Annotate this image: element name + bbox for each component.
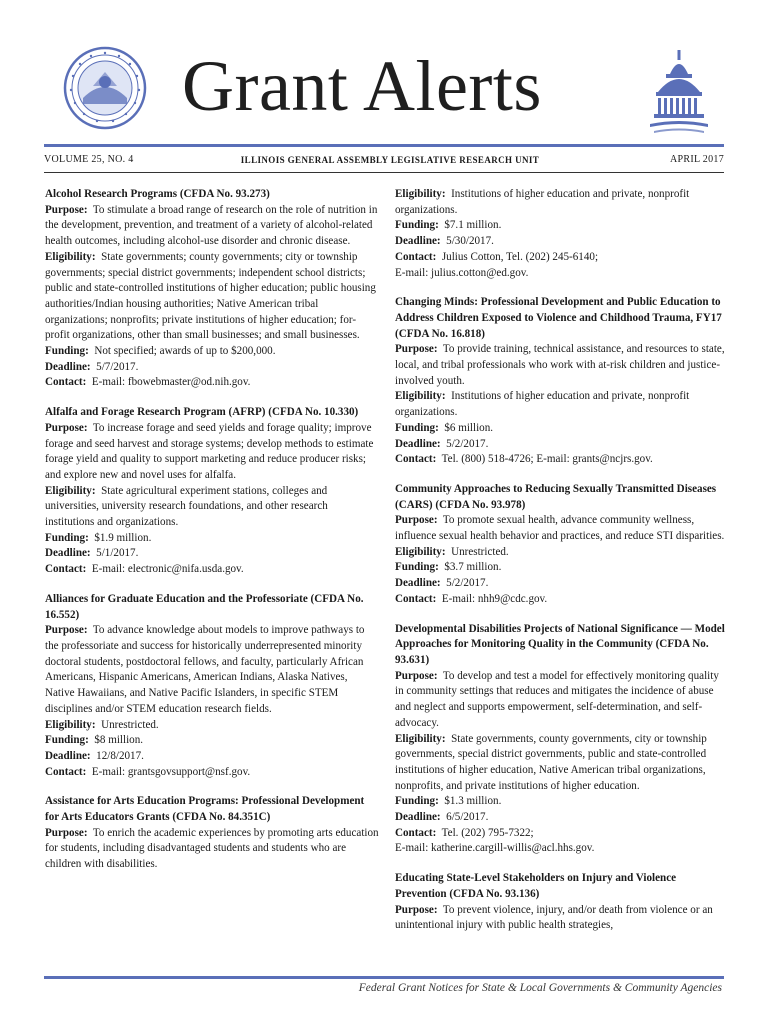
contact-text: Tel. (202) 795-7322; <box>441 826 534 839</box>
eligibility-label: Eligibility: <box>45 250 96 263</box>
eligibility-text: State governments; county governments; city or township governments; special district governments; independent school districts; public and state-controlled institutions of higher education; public housing authorities/Indian housing authorities; Native American tribal organizations; nonprofits; private institutions of higher education; for-profit organizations, other than small businesses; and small businesses. <box>45 250 376 342</box>
eligibility-label: Eligibility: <box>395 188 446 200</box>
grant-title: Educating State-Level Stakeholders on Injury and Violence Prevention (CFDA No. 93.136) <box>395 872 677 900</box>
grant-title: Community Approaches to Reducing Sexually Transmitted Diseases (CARS) (CFDA No. 93.978) <box>395 482 717 511</box>
state-seal-icon <box>63 46 147 130</box>
eligibility-label: Eligibility: <box>395 732 446 745</box>
eligibility-label: Eligibility: <box>395 390 446 403</box>
contact-label: Contact: <box>45 376 87 389</box>
purpose-label: Purpose: <box>45 826 88 839</box>
purpose-text: To provide training, technical assistance, and resources to state, local, and tribal professionals who work with at-risk children and justice-involved youth. <box>395 343 725 387</box>
purpose-text: To develop and test a model for effectively monitoring quality in community settings that reduces and mitigates the incidence of abuse and neglect and supports empowerment, self-determination, and self-advocacy. <box>395 669 719 729</box>
contact-text: E-mail: grantsgovsupport@nsf.gov. <box>91 765 251 778</box>
eligibility-text: Institutions of higher education and private, nonprofit organizations. <box>395 390 690 419</box>
contact-text: E-mail: nhh9@cdc.gov. <box>441 592 548 605</box>
funding-label: Funding: <box>395 421 439 434</box>
masthead <box>0 0 768 150</box>
footer-tagline: Federal Grant Notices for State & Local Governments & Community Agencies <box>358 982 722 994</box>
purpose-label: Purpose: <box>395 669 438 682</box>
contact-text: E-mail: fbowebmaster@od.nih.gov. <box>91 376 251 389</box>
right-column <box>395 187 728 948</box>
deadline-label: Deadline: <box>395 577 441 590</box>
funding-label: Funding: <box>395 561 439 574</box>
purpose-text: To increase forage and seed yields and forage quality; improve forage and seed harvest and storage systems; develop methods to estimate forage yield and quality to support marketing and reduce producer risks; and explore new and novel uses for alfalfa. <box>45 421 374 481</box>
left-column <box>45 187 379 887</box>
deadline-label: Deadline: <box>395 811 441 824</box>
issue-date: APRIL 2017 <box>669 154 724 165</box>
organization-name: ILLINOIS GENERAL ASSEMBLY LEGISLATIVE RESEARCH UNIT <box>240 155 540 165</box>
grant-title: Changing Minds: Professional Development and Public Education to Address Children Exposed to Violence and Childhood Trauma, FY17 (CFDA No. 16.818) <box>395 296 722 340</box>
deadline-label: Deadline: <box>45 749 91 762</box>
grant-entry <box>45 794 379 873</box>
funding-text: $7.1 million. <box>444 219 502 232</box>
grant-title: Assistance for Arts Education Programs: Professional Development for Arts Educators Grants (CFDA No. 84.351C) <box>45 795 365 824</box>
purpose-text: To prevent violence, injury, and/or death from violence or an unintentional injury with public health strategies, <box>395 903 713 932</box>
funding-label: Funding: <box>45 531 89 544</box>
deadline-label: Deadline: <box>395 437 441 450</box>
contact-label: Contact: <box>45 765 87 778</box>
deadline-text: 5/30/2017. <box>446 235 494 248</box>
eligibility-label: Eligibility: <box>45 718 96 731</box>
grant-title: Alliances for Graduate Education and the Professoriate (CFDA No. 16.552) <box>45 592 364 621</box>
funding-label: Funding: <box>395 795 439 808</box>
purpose-label: Purpose: <box>395 903 438 916</box>
contact-text: Julius Cotton, Tel. (202) 245-6140; <box>441 250 599 263</box>
purpose-text: To advance knowledge about models to improve pathways to the professoriate and success for historically underrepresented minority doctoral students, postdoctoral fellows, and faculty, particularly African Americans, Hispanic Americans, American Indians, Alaska Natives, Native Hawaiians, and Native Pacific Islanders, in specific STEM disciplines and/or STEM education research fields. <box>45 624 365 715</box>
footer-rule <box>44 976 724 979</box>
deadline-label: Deadline: <box>45 360 91 373</box>
funding-text: $3.7 million. <box>444 561 502 574</box>
grant-title: Alfalfa and Forage Research Program (AFRP) (CFDA No. 10.330) <box>45 406 359 419</box>
deadline-text: 5/2/2017. <box>446 437 489 450</box>
eligibility-label: Eligibility: <box>45 484 96 497</box>
eligibility-text: Unrestricted. <box>101 718 159 731</box>
purpose-label: Purpose: <box>45 203 88 216</box>
funding-label: Funding: <box>45 734 89 747</box>
eligibility-text: Unrestricted. <box>451 545 509 558</box>
purpose-label: Purpose: <box>395 343 438 356</box>
contact-label: Contact: <box>395 250 437 263</box>
capitol-dome-icon <box>648 48 710 134</box>
eligibility-text: State agricultural experiment stations, colleges and universities, university research foundations, and other research institutions and organizations. <box>45 484 328 529</box>
deadline-label: Deadline: <box>45 547 91 560</box>
funding-text: $6 million. <box>444 421 494 434</box>
contact-label: Contact: <box>395 592 437 605</box>
grant-entry <box>395 622 728 858</box>
contact-email: E-mail: katherine.cargill-willis@acl.hhs.gov. <box>395 842 595 855</box>
eligibility-text: State governments, county governments, city or township governments, special district governments, public and state-controlled institutions of higher education, Native American tribal organizations, nonprofits, and private institutions of higher education. <box>395 732 707 792</box>
grant-entry <box>45 592 379 780</box>
eligibility-text: Institutions of higher education and private, nonprofit organizations. <box>395 188 690 216</box>
purpose-text: To promote sexual health, advance community wellness, influence sexual health behavior and practices, and reduce STI disparities. <box>395 514 725 543</box>
deadline-text: 6/5/2017. <box>446 811 489 824</box>
purpose-text: To stimulate a broad range of research on the role of nutrition in the development, prevention, and treatment of a variety of alcohol-related health outcomes, including alcohol-use disorder and chronic disease. <box>45 203 378 248</box>
grant-entry <box>395 295 728 468</box>
grant-title: Developmental Disabilities Projects of National Significance — Model Approaches for Monitoring Quality in the Community (CFDA No. 93.631) <box>395 622 725 666</box>
volume-number: VOLUME 25, NO. 4 <box>44 154 134 165</box>
funding-label: Funding: <box>395 219 439 232</box>
funding-text: $8 million. <box>94 734 144 747</box>
contact-label: Contact: <box>45 563 87 576</box>
funding-text: Not specified; awards of up to $200,000. <box>94 345 276 358</box>
contact-text: E-mail: electronic@nifa.usda.gov. <box>91 563 244 576</box>
funding-label: Funding: <box>45 345 89 358</box>
grant-entry <box>395 871 728 934</box>
deadline-text: 5/7/2017. <box>96 360 139 373</box>
contact-label: Contact: <box>395 453 437 466</box>
grant-entry <box>395 482 728 608</box>
deadline-label: Deadline: <box>395 235 441 248</box>
contact-text: Tel. (800) 518-4726; E-mail: grants@ncjrs.gov. <box>441 453 653 466</box>
grant-entry <box>45 187 379 391</box>
masthead-rule <box>44 144 724 147</box>
header-divider <box>44 172 724 173</box>
funding-text: $1.9 million. <box>94 531 152 544</box>
purpose-label: Purpose: <box>395 514 438 527</box>
grant-entry <box>45 405 379 578</box>
masthead-title: Grant Alerts <box>182 46 542 126</box>
purpose-label: Purpose: <box>45 624 88 637</box>
deadline-text: 5/2/2017. <box>446 577 489 590</box>
contact-label: Contact: <box>395 826 437 839</box>
eligibility-label: Eligibility: <box>395 545 446 558</box>
contact-email: E-mail: julius.cotton@ed.gov. <box>395 266 529 279</box>
deadline-text: 5/1/2017. <box>96 547 139 560</box>
purpose-text: To enrich the academic experiences by promoting arts education for students, including disadvantaged students and students who are children with disabilities. <box>45 826 379 871</box>
purpose-label: Purpose: <box>45 421 88 434</box>
grant-title: Alcohol Research Programs (CFDA No. 93.273) <box>45 188 270 200</box>
grant-entry-continued <box>395 187 728 281</box>
deadline-text: 12/8/2017. <box>96 749 144 762</box>
funding-text: $1.3 million. <box>444 795 502 808</box>
